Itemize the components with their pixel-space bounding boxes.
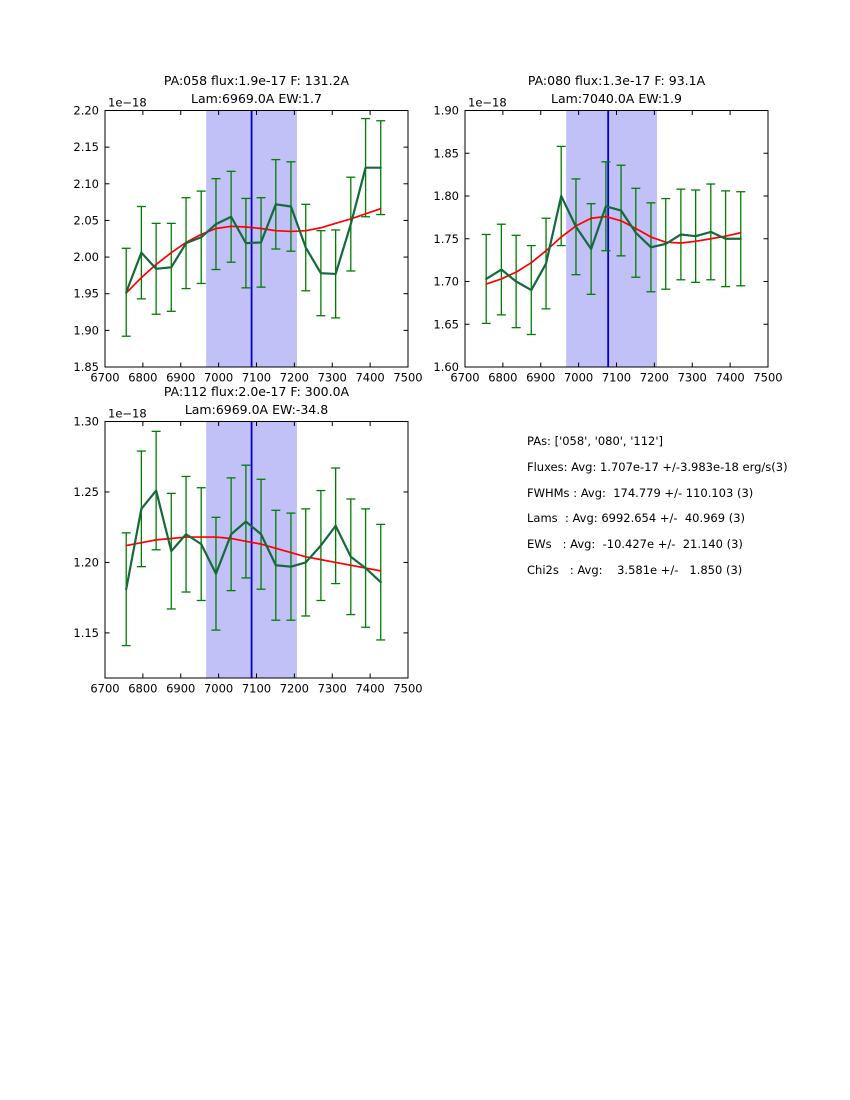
stats-line-fluxes: Fluxes: Avg: 1.707e-17 +/-3.983e-18 erg/s(3) (527, 460, 788, 474)
y-tick-label: 2.10 (73, 176, 99, 191)
y-tick-label: 1.30 (73, 414, 99, 429)
y-tick-label: 1.80 (433, 189, 459, 203)
x-tick-label: 6900 (166, 370, 196, 385)
plot-title-pa112 (105, 383, 408, 418)
x-tick-label: 6800 (128, 370, 158, 385)
x-tick-label: 7300 (677, 370, 707, 385)
y-tick-label: 1.85 (433, 146, 459, 161)
x-tick-label: 7300 (317, 370, 347, 385)
x-tick-label: 7100 (241, 681, 272, 696)
y-tick-label: 2.15 (73, 140, 99, 155)
x-tick-label: 7500 (753, 370, 783, 385)
x-tick-label: 6700 (90, 370, 120, 385)
x-tick-label: 7400 (715, 370, 745, 385)
x-tick-label: 6700 (90, 681, 120, 696)
x-tick-label: 7400 (355, 370, 385, 385)
y-tick-label: 1.20 (73, 555, 99, 570)
x-tick-label: 7000 (203, 370, 234, 385)
plot-title-pa058 (105, 72, 408, 107)
plot-title-line1: PA:080 flux:1.3e-17 F: 93.1A (527, 73, 706, 88)
y-tick-label: 1.75 (433, 231, 459, 246)
x-tick-label: 6800 (488, 370, 518, 385)
x-tick-label: 7100 (241, 370, 272, 385)
stats-line-chi2s: Chi2s : Avg: 3.581e +/- 1.850 (3) (527, 563, 743, 577)
y-tick-label: 2.05 (73, 213, 99, 228)
stats-line-ews: EWs : Avg: -10.427e +/- 21.140 (3) (527, 537, 743, 551)
y-tick-label: 1.90 (433, 103, 459, 118)
stats-line-fwhms: FWHMs : Avg: 174.779 +/- 110.103 (3) (527, 486, 754, 500)
x-tick-label: 7500 (393, 370, 423, 385)
y-tick-label: 1.15 (73, 625, 99, 640)
y-tick-label: 1.25 (73, 484, 99, 499)
x-tick-label: 6900 (526, 370, 556, 385)
stats-line-lams: Lams : Avg: 6992.654 +/- 40.969 (3) (527, 511, 746, 525)
y-tick-label: 2.20 (73, 103, 99, 118)
plot-1 (433, 96, 782, 385)
y-tick-label: 1.60 (433, 360, 459, 374)
y-offset-label: 1e−18 (108, 406, 147, 421)
y-tick-label: 1.70 (433, 274, 459, 289)
plot-title-line1: PA:112 flux:2.0e-17 F: 300.0A (163, 384, 350, 399)
y-tick-label: 1.85 (73, 360, 99, 374)
plot-title-line2: Lam:7040.0A EW:1.9 (551, 90, 682, 106)
x-tick-label: 7200 (279, 370, 310, 385)
plot-title-line1: PA:058 flux:1.9e-17 F: 131.2A (163, 73, 350, 88)
x-tick-label: 7300 (317, 681, 347, 696)
y-tick-label: 1.65 (433, 317, 459, 332)
x-tick-label: 6700 (450, 370, 480, 385)
plot-title-line2: Lam:6969.0A EW:1.7 (191, 90, 322, 106)
x-tick-label: 7500 (393, 681, 423, 696)
x-tick-label: 7000 (203, 681, 234, 696)
x-tick-label: 6900 (166, 681, 196, 696)
plot-title-pa080 (465, 72, 768, 107)
x-tick-label: 7000 (563, 370, 594, 385)
y-offset-label: 1e−18 (468, 95, 507, 110)
x-tick-label: 7100 (601, 370, 632, 385)
x-tick-label: 7200 (639, 370, 670, 385)
y-offset-label: 1e−18 (108, 95, 147, 110)
stats-line-pas: PAs: ['058', '080', '112'] (527, 434, 664, 448)
y-tick-label: 1.90 (73, 323, 99, 338)
x-tick-label: 6800 (128, 681, 158, 696)
plot-title-line2: Lam:6969.0A EW:-34.8 (184, 401, 329, 417)
y-tick-label: 1.95 (73, 286, 99, 301)
y-tick-label: 2.00 (73, 250, 99, 265)
x-tick-label: 7400 (355, 681, 385, 696)
plot-0 (73, 96, 422, 385)
plot-2 (73, 407, 422, 696)
x-tick-label: 7200 (279, 681, 310, 696)
